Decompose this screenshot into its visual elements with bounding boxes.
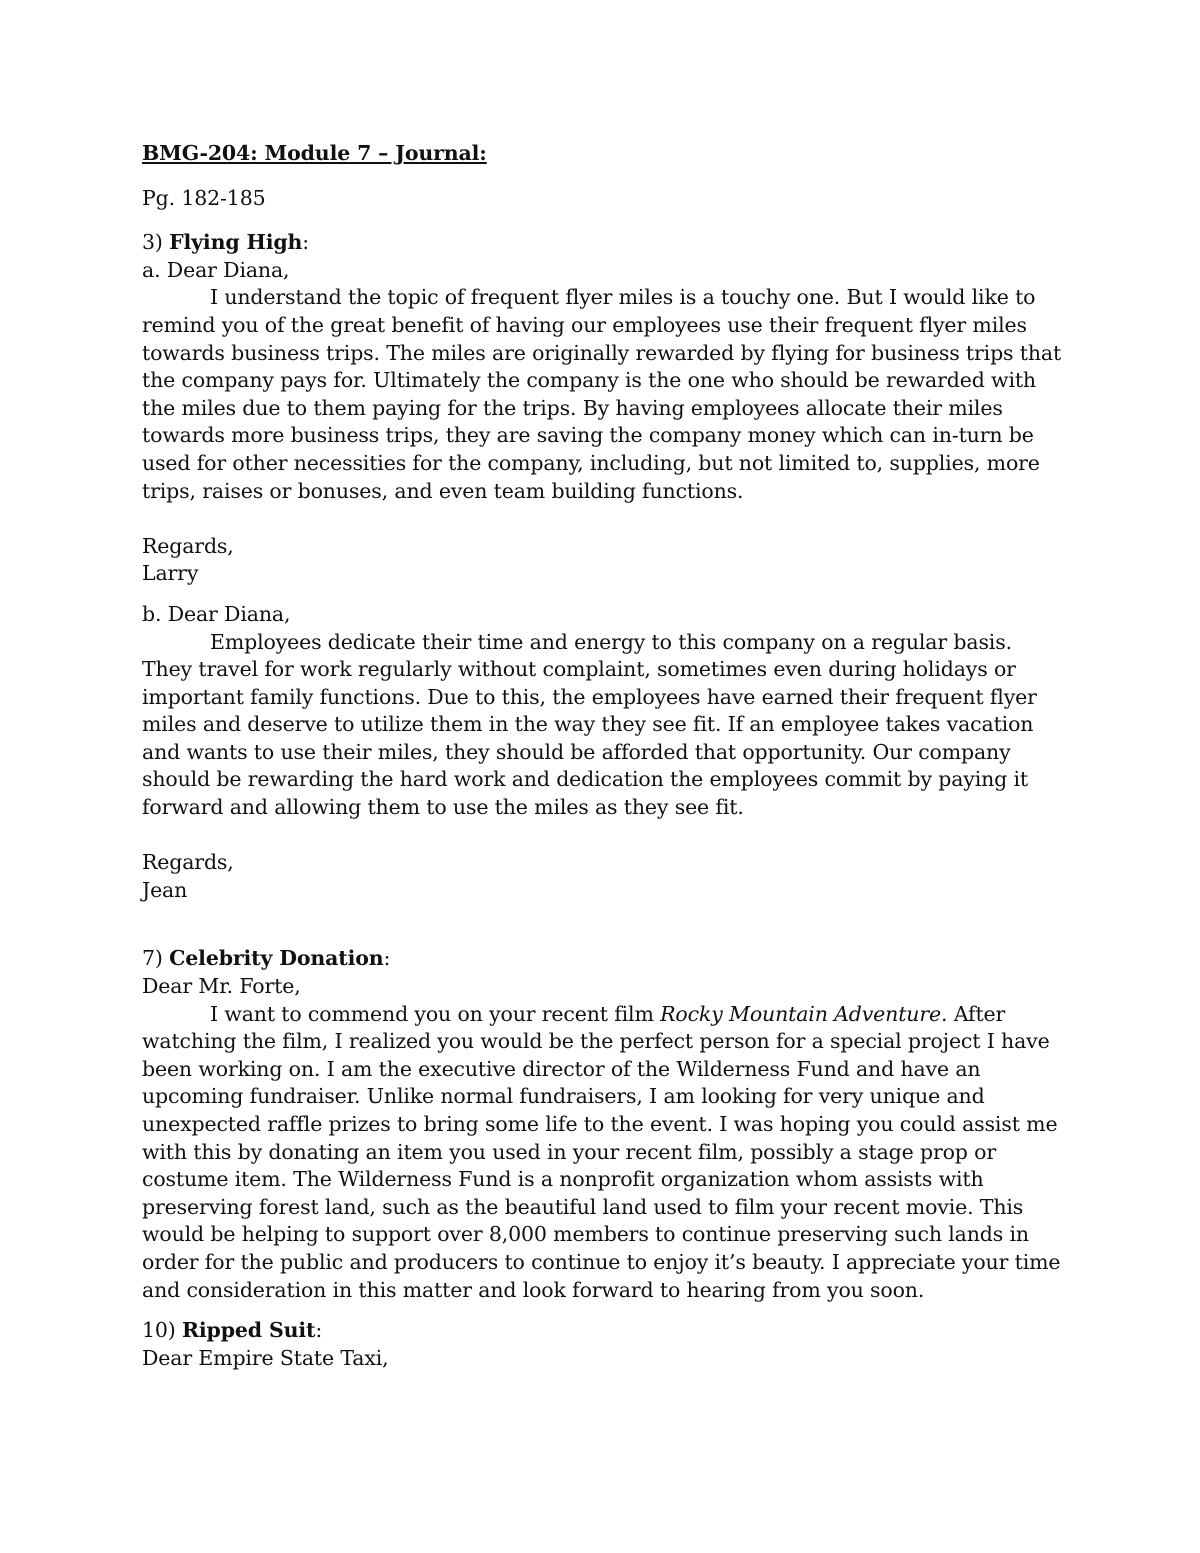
spacer (142, 904, 1062, 945)
letter-a-body: I understand the topic of frequent flyer miles is a touchy one. But I would like to remind you of the great benefit of having our employees use their frequent flyer miles towards business trips. The miles are originally rewarded by flying for business trips that the company pays for. Ultimately the company is the one who should be rewarded with the miles due to them paying for the trips. By having employees allocate their miles towards more business trips, they are saving the company money which can in-turn be used for other necessities for the company, including, but not limited to, supplies, more trips, raises or bonuses, and even team building functions. (142, 285, 1062, 503)
section-colon: : (315, 1318, 323, 1343)
donation-body-rest: After watching the film, I realized you would be the perfect person for a special project I have been working on. I am the executive director of the Wilderness Fund and have an upcoming fundraiser. Unlike normal fundraisers, I am looking for very unique and unexpected raffle prizes to bring some life to the event. I was hoping you could assist me with this by donating an item you used in your recent film, possibly a stage prop or costume item. The Wilderness Fund is a nonprofit organization whom assists with preserving forest land, such as the beautiful land used to film your recent movie. This would be helping to support over 8,000 members to continue preserving such lands in order for the public and producers to continue to enjoy it’s beauty. I appreciate your time and consideration in this matter and look forward to hearing from you soon. (142, 1001, 1061, 1302)
section-number: 10) (142, 1318, 176, 1343)
document-page (142, 140, 1062, 1372)
section-colon: : (383, 946, 391, 971)
donation-body (142, 1001, 1062, 1305)
section-number: 3) (142, 230, 163, 255)
letter-b-signature: Jean (142, 877, 188, 902)
letter-a-salutation: a. Dear Diana, (142, 257, 290, 282)
section-colon: : (302, 230, 310, 255)
film-title: Rocky Mountain Adventure. (660, 1001, 948, 1026)
spacer (142, 822, 1062, 850)
section-name: Flying High (169, 230, 303, 255)
page-range: Pg. 182-185 (142, 185, 266, 210)
ripped-suit-salutation: Dear Empire State Taxi, (142, 1345, 389, 1370)
letter-b-body: Employees dedicate their time and energy to this company on a regular basis. They travel for work regularly without complaint, sometimes even during holidays or important family functions. Due to this, the employees have earned their frequent flyer miles and deserve to utilize them in the way they see fit. If an employee takes vacation and wants to use their miles, they should be afforded that opportunity. Our company should be rewarding the hard work and dedication the employees commit by paying it forward and allowing them to use the miles as they see fit. (142, 629, 1037, 820)
spacer (142, 505, 1062, 533)
letter-b-salutation: b. Dear Diana, (142, 601, 291, 626)
letter-a-signature: Larry (142, 561, 199, 586)
section-heading-celebrity-donation (142, 945, 1062, 973)
section-number: 7) (142, 946, 163, 971)
donation-salutation: Dear Mr. Forte, (142, 974, 301, 999)
section-name: Celebrity Donation (169, 946, 384, 971)
spacer (142, 1304, 1062, 1317)
document-title: BMG-204: Module 7 – Journal: (142, 141, 487, 165)
spacer (142, 588, 1062, 601)
section-heading-flying-high (142, 229, 1062, 257)
letter-b-closing: Regards, (142, 850, 234, 875)
section-heading-ripped-suit (142, 1317, 1062, 1345)
letter-a-closing: Regards, (142, 533, 234, 558)
donation-body-intro: I want to commend you on your recent film (210, 1001, 661, 1026)
section-name: Ripped Suit (182, 1318, 316, 1343)
